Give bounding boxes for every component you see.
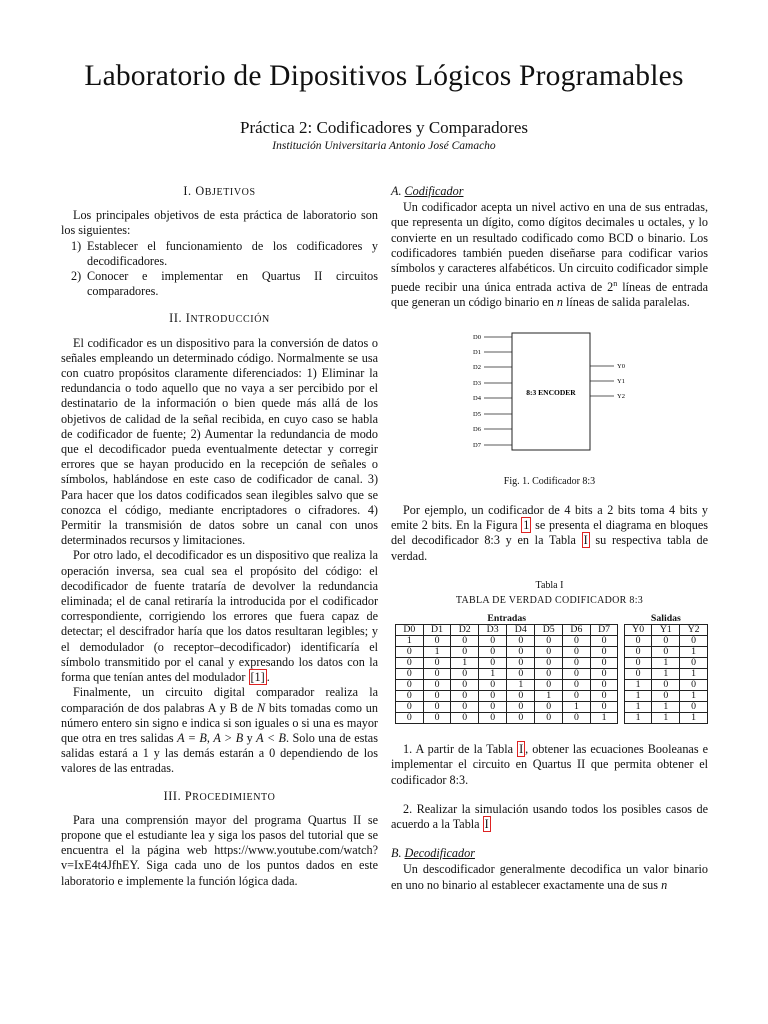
table-cell: 0	[535, 636, 563, 647]
table-cell: 0	[590, 680, 618, 691]
section-heading-introduccion: II. INTRODUCCIÓN	[169, 311, 270, 326]
table-cell: 1	[451, 658, 479, 669]
column-header: Y1	[652, 625, 680, 636]
table-cell: 1	[507, 680, 535, 691]
paper-title: Laboratorio de Dipositivos Lógicos Programables	[84, 60, 684, 92]
input-label: D1	[473, 348, 481, 356]
procedimiento-paragraph: Para una comprensión mayor del programa Quartus II se propone que el estudiante lea y siga los pasos del tutorial que se encuentra el la página web https://www.youtube.com/watch?v=IxE4t4JfhEY. Siga cada uno de los puntos dados en este laboratorio e implemente la función lógica dada.	[61, 812, 378, 888]
figure-ref-link[interactable]: 1	[523, 518, 530, 533]
column-header: Y2	[680, 625, 708, 636]
affiliation: Institución Universitaria Antonio José Camacho	[272, 140, 496, 152]
table-cell: 0	[507, 636, 535, 647]
table-row	[396, 658, 708, 669]
task-2: 2. Realizar la simulación usando todos los posibles casos de acuerdo a la Tabla I	[391, 801, 708, 831]
table-cell: 0	[479, 702, 507, 713]
paper-subtitle: Práctica 2: Codificadores y Comparadores	[240, 118, 528, 137]
table-cell: 0	[507, 647, 535, 658]
input-label: D3	[473, 379, 481, 387]
table-cell: 0	[590, 647, 618, 658]
table-row	[396, 647, 708, 658]
input-label: D5	[473, 410, 481, 418]
table-cell: 0	[652, 691, 680, 702]
output-lines	[590, 363, 625, 400]
table-number: Tabla I	[535, 579, 564, 591]
table-cell: 0	[451, 669, 479, 680]
table-cell: 0	[590, 658, 618, 669]
list-item: 2) Conocer e implementar en Quartus II circuitos comparadores.	[71, 269, 378, 299]
table-cell: 0	[535, 680, 563, 691]
table-cell: 0	[563, 669, 591, 680]
table-cell: 0	[507, 713, 535, 724]
table-ref-link[interactable]: I	[519, 742, 524, 757]
table-cell: 1	[590, 713, 618, 724]
table-cell: 0	[396, 647, 424, 658]
truth-table	[395, 614, 708, 724]
table-row	[396, 702, 708, 713]
column-header: Y0	[624, 625, 652, 636]
table-row	[396, 680, 708, 691]
table-cell: 1	[652, 658, 680, 669]
group-header-salidas: Salidas	[624, 614, 707, 625]
table-cell: 0	[396, 713, 424, 724]
decodificador-paragraph: Un descodificador generalmente decodifica un valor binario en uno no binario al establecer exactamente una de sus n	[391, 862, 708, 892]
table-cell: 0	[652, 636, 680, 647]
list-item: 1) Establecer el funcionamiento de los codificadores y decodificadores.	[71, 238, 378, 268]
task-1: 1. A partir de la Tabla I , obtener las ecuaciones Booleanas e implementar el circuito en Quartus II que permita obtener el codificador 8:3.	[391, 742, 708, 787]
table-cell: 1	[624, 702, 652, 713]
column-header: D0	[396, 625, 424, 636]
table-cell: 0	[590, 691, 618, 702]
citation-link[interactable]: [1]	[250, 670, 265, 685]
table-cell: 0	[479, 658, 507, 669]
table-row	[396, 713, 708, 724]
table-cell: 0	[624, 647, 652, 658]
table-cell: 0	[624, 669, 652, 680]
input-lines	[473, 334, 512, 449]
tutorial-url-link[interactable]: https://www.youtube.com/watch?v=IxE4t4JfhEY	[61, 843, 378, 873]
column-header: D5	[535, 625, 563, 636]
table-cell: 0	[479, 691, 507, 702]
right-column	[391, 184, 708, 893]
column-header: D2	[451, 625, 479, 636]
table-cell: 0	[590, 636, 618, 647]
table-cell: 1	[680, 713, 708, 724]
table-cell: 0	[423, 713, 451, 724]
table-cell: 0	[535, 702, 563, 713]
table-cell: 0	[423, 636, 451, 647]
table-cell: 0	[624, 658, 652, 669]
introduccion-paragraph-1: El codificador es un dispositivo para la conversión de datos o señales empleando un determinado código. Normalmente se usa con cuatro propósitos claramente diferenciados: 1) Eliminar la redundancia o todo aquello que no vaya a ser percibido por el destinatario de la información o bien quede más allá de los objetivos de calidad de la señal recibida, en cuyo caso se habla de codificador de fuente; 2) Aumentar la redundancia de modo que el decodificador pueda eventualmente detectar y corregir errores que se hayan producido en la recepción de señales o símbolos, hablándose en este caso de codificador de canal. 3) Para hacer que los datos codificados sean ilegibles salvo que se conozca el código, mediante encriptadores o cifradores. 4) Permitir la transmisión de datos sobre un canal con unos determinados recursos y limitaciones.	[61, 335, 378, 548]
table-cell: 0	[396, 658, 424, 669]
table-row	[396, 636, 708, 647]
truth-table-body	[396, 636, 708, 724]
table-cell: 0	[624, 636, 652, 647]
table-cell: 0	[535, 647, 563, 658]
table-cell: 0	[563, 636, 591, 647]
table-cell: 1	[652, 702, 680, 713]
table-row	[396, 691, 708, 702]
table-cell: 1	[652, 669, 680, 680]
table-cell: 0	[680, 680, 708, 691]
table-cell: 0	[423, 691, 451, 702]
table-cell: 0	[563, 647, 591, 658]
figure-caption: Fig. 1. Codificador 8:3	[503, 475, 596, 487]
table-cell: 0	[451, 636, 479, 647]
table-cell: 0	[451, 680, 479, 691]
left-column	[61, 184, 378, 889]
table-cell: 0	[680, 702, 708, 713]
subsection-heading-decodificador: B. Decodificador	[391, 846, 475, 861]
table-cell: 0	[396, 669, 424, 680]
table-cell: 0	[396, 702, 424, 713]
figure-encoder-diagram	[391, 323, 708, 470]
section-heading-objetivos: I. OBJETIVOS	[183, 184, 256, 198]
column-header: D7	[590, 625, 618, 636]
table-cell: 0	[451, 691, 479, 702]
input-label: D2	[473, 363, 481, 371]
table-cell: 0	[507, 691, 535, 702]
table-cell: 0	[423, 669, 451, 680]
table-cell: 1	[624, 680, 652, 691]
input-label: D6	[473, 425, 481, 433]
table-title: TABLA DE VERDAD CODIFICADOR 8:3	[455, 594, 644, 606]
subsection-heading-codificador: A. Codificador	[391, 184, 464, 198]
table-cell: 0	[563, 691, 591, 702]
section-heading-procedimiento: III. PROCEDIMIENTO	[163, 788, 276, 803]
table-cell: 0	[652, 680, 680, 691]
table-cell: 1	[423, 647, 451, 658]
codificador-paragraph: Un codificador acepta un nivel activo en una de sus entradas, que representa un dígito, como dígitos decimales u octales, y lo convierte en un resultado codificado como BCD o binario. Los codificadores también pueden diseñarse para codificar varios símbolos y caracteres alfabéticos. Un circuito codificador simple puede recibir una única entrada activa de 2$^n$ líneas de entrada que generan un código binario en n líneas de salida paralelas.	[391, 200, 708, 310]
table-cell: 0	[479, 680, 507, 691]
table-column-headers	[396, 625, 708, 636]
table-cell: 0	[479, 647, 507, 658]
table-cell: 1	[624, 713, 652, 724]
input-label: D0	[473, 333, 481, 341]
column-header: D6	[563, 625, 591, 636]
output-label: Y2	[617, 392, 625, 400]
table-cell: 0	[590, 669, 618, 680]
table-cell: 0	[563, 680, 591, 691]
output-label: Y1	[617, 377, 625, 385]
table-cell: 0	[507, 702, 535, 713]
encoder-diagram-svg	[391, 323, 708, 470]
table-cell: 1	[396, 636, 424, 647]
table-cell: 0	[423, 702, 451, 713]
table-cell: 0	[535, 669, 563, 680]
table-cell: 1	[680, 647, 708, 658]
column-header: D1	[423, 625, 451, 636]
input-label: D4	[473, 394, 481, 402]
table-cell: 0	[507, 658, 535, 669]
table-cell: 0	[590, 702, 618, 713]
ejemplo-paragraph: Por ejemplo, un codificador de 4 bits a 2 bits toma 4 bits y emite 2 bits. En la Figura 1 se presenta el diagrama en bloques del decodificador 8:3 y en la Tabla I su respectiva tabla de verdad.	[391, 502, 708, 563]
column-header: D3	[479, 625, 507, 636]
table-group-header	[396, 614, 708, 625]
table-cell: 1	[680, 669, 708, 680]
table-cell: 0	[680, 636, 708, 647]
table-ref-link[interactable]: I	[484, 816, 489, 831]
table-cell: 0	[396, 680, 424, 691]
table-cell: 0	[451, 713, 479, 724]
table-cell: 0	[563, 658, 591, 669]
objetivos-intro: Los principales objetivos de esta práctica de laboratorio son los siguientes:	[61, 208, 378, 238]
table-cell: 0	[451, 702, 479, 713]
table-ref-link[interactable]: I	[583, 533, 588, 548]
output-label: Y0	[617, 362, 625, 370]
table-cell: 1	[652, 713, 680, 724]
table-cell: 1	[563, 702, 591, 713]
table-cell: 0	[423, 658, 451, 669]
table-cell: 0	[507, 669, 535, 680]
table-cell: 1	[535, 691, 563, 702]
table-cell: 0	[451, 647, 479, 658]
table-cell: 1	[479, 669, 507, 680]
table-cell: 0	[535, 713, 563, 724]
table-cell: 0	[680, 658, 708, 669]
table-cell: 0	[652, 647, 680, 658]
group-header-entradas: Entradas	[479, 614, 535, 625]
table-cell: 0	[423, 680, 451, 691]
table-cell: 0	[563, 713, 591, 724]
column-header: D4	[507, 625, 535, 636]
table-cell: 0	[479, 713, 507, 724]
table-cell: 0	[535, 658, 563, 669]
table-cell: 0	[479, 636, 507, 647]
table-row	[396, 669, 708, 680]
table-cell: 1	[680, 691, 708, 702]
introduccion-paragraph-2: Por otro lado, el decodificador es un dispositivo que realiza la operación inversa, sea cual sea el propósito del código: el decodificador de fuente trataría de devolver la redundancia eliminada; el de canal retiraría la introducida por el codificador correspondiente, corrigiendo los errores que fuera capaz de detectar; el descifrador haría que los datos resultaran legibles; y el demodulador (o receptor–decodificador) identificaría el símbolo transmitido por el canal y expresando los datos con la forma que tenían antes del modulador [1] .	[61, 548, 378, 685]
objetivos-list	[61, 239, 378, 300]
table-cell: 1	[624, 691, 652, 702]
introduccion-paragraph-3: Finalmente, un circuito digital comparador realiza la comparación de dos palabras A y B de N bits tomadas como un número entero sin signo e indica si son iguales o si una es mayor que otra en tres salidas A = B, A > B y A < B. Solo una de estas salidas estará a 1 y las demás estarán a 0 dependiendo de los valores de las entradas.	[61, 685, 378, 776]
input-label: D7	[473, 441, 481, 449]
encoder-block-label: 8:3 ENCODER	[526, 387, 576, 397]
table-cell: 0	[396, 691, 424, 702]
